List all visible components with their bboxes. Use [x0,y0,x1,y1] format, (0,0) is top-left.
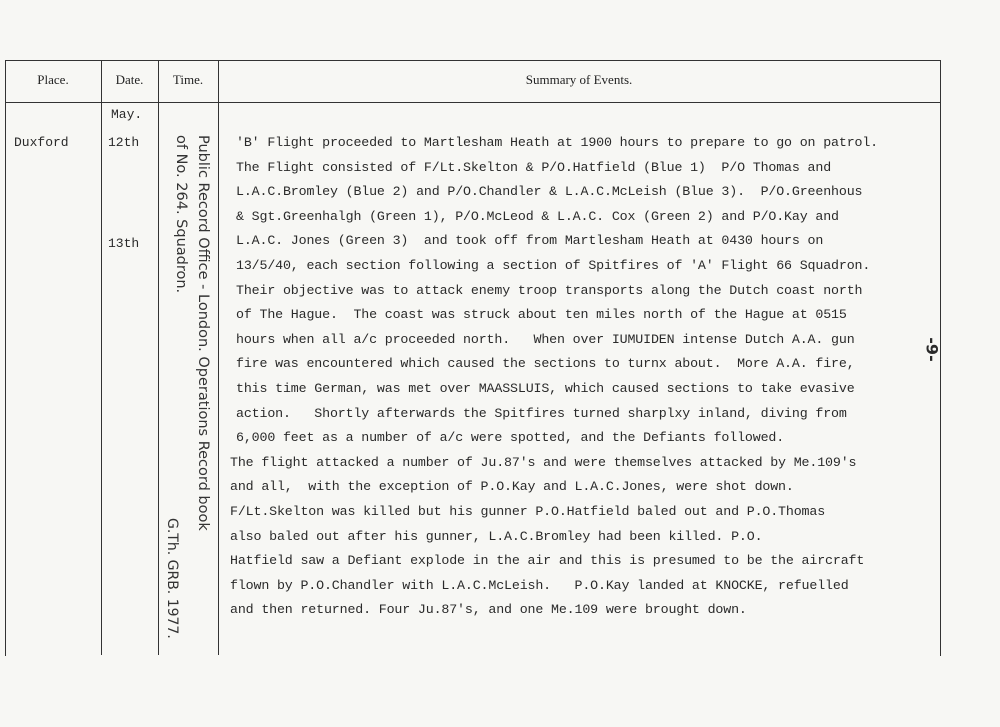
column-divider [218,60,219,655]
summary-line: Hatfield saw a Defiant explode in the air and this is presumed to be the aircraft [230,553,865,569]
summary-line: The Flight consisted of F/Lt.Skelton & P/O.Hatfield (Blue 1) P/O Thomas and [236,159,832,175]
summary-line: of The Hague. The coast was struck about ten miles north of the Hague at 0515 [236,307,847,323]
header-divider [5,102,941,103]
summary-line: 6,000 feet as a number of a/c were spotted, and the Defiants followed. [236,430,785,446]
summary-line: F/Lt.Skelton was killed but his gunner P.O.Hatfield baled out and P.O.Thomas [230,504,826,519]
summary-line: action. Shortly afterwards the Spitfires turned sharplxy inland, diving from [236,405,847,421]
summary-line: hours when all a/c proceeded north. When over IUMUIDEN intense Dutch A.A. gun [236,331,855,347]
page-number-note: -9- [922,337,942,362]
summary-line: & Sgt.Greenhalgh (Green 1), P/O.McLeod & L.A.C. Cox (Green 2) and P/O.Kay and [236,208,839,224]
summary-line: fire was encountered which caused the sections to turnx about. More A.A. fire, [236,356,855,372]
summary-line: and all, with the exception of P.O.Kay and L.A.C.Jones, were shot down. [230,479,794,495]
summary-line: also baled out after his gunner, L.A.C.Bromley had been killed. P.O. [230,528,763,544]
summary-line: L.A.C.Bromley (Blue 2) and P/O.Chandler & L.A.C.McLeish (Blue 3). P/O.Greenhous [236,184,863,200]
summary-line: flown by P.O.Chandler with L.A.C.McLeish. P.O.Kay landed at KNOCKE, refuelled [230,577,849,593]
date-value: 13th [108,236,140,251]
place-value: Duxford [14,135,69,150]
summary-line: 'B' Flight proceeded to Martlesham Heath at 1900 hours to prepare to go on patrol. [236,135,879,150]
summary-line: this time German, was met over MAASSLUIS, which caused sections to take evasive [236,381,855,396]
header-summary: Summary of Events. [525,72,633,87]
month-label: May. [111,107,143,122]
date-value: 12th [108,135,140,150]
handwritten-annotation [154,135,214,655]
annotation-line: Public Record Office - London. Operations Record book [195,135,211,531]
summary-line: and then returned. Four Ju.87's, and one Me.109 were brought down. [230,602,747,618]
header-time: Time. [172,72,204,87]
summary-line: Their objective was to attack enemy troop transports along the Dutch coast north [236,282,863,298]
header-date: Date. [115,72,144,87]
annotation-line: of No. 264. Squadron. [173,135,189,294]
handwritten-signature: G.Th. GRB. 1977. [164,518,180,639]
summary-line: The flight attacked a number of Ju.87's and were themselves attacked by Me.109's [230,454,857,470]
column-divider [101,60,102,655]
header-place: Place. [37,72,69,87]
summary-line: 13/5/40, each section following a section of Spitfires of 'A' Flight 66 Squadron. [236,258,871,273]
summary-line: L.A.C. Jones (Green 3) and took off from Martlesham Heath at 0430 hours on [236,233,824,249]
